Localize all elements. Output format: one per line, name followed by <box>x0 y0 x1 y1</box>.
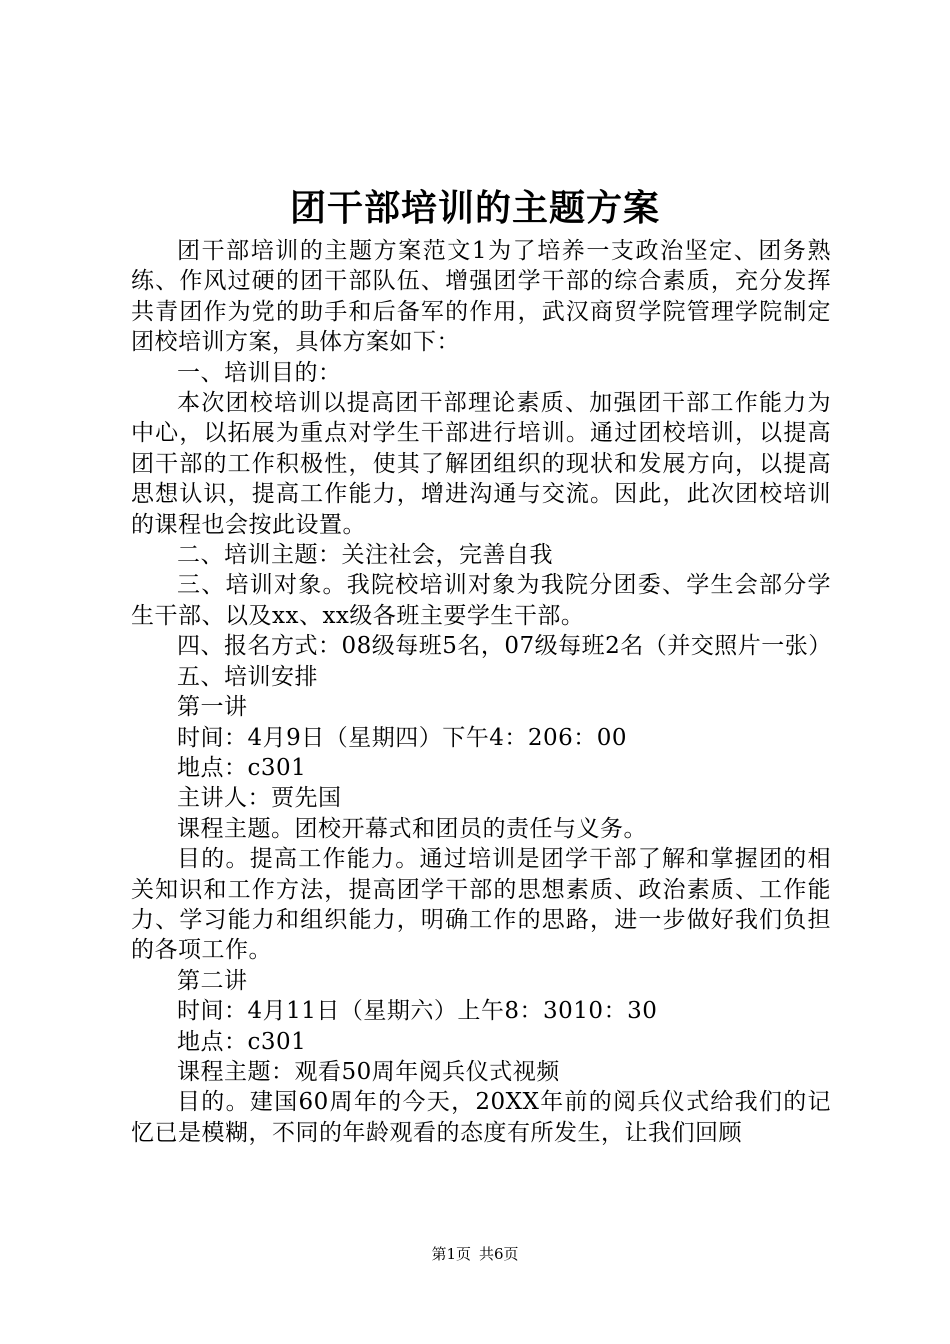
paragraph-heading-schedule: 五、培训安排 <box>177 663 318 690</box>
paragraph-heading-purpose: 一、培训目的： <box>177 359 342 386</box>
lecture-2-time: 时间：4月11日（星期六）上午8：3010：30 <box>177 998 658 1025</box>
lecture-1-heading: 第一讲 <box>177 694 248 721</box>
paragraph-registration: 四、报名方式：08级每班5名，07级每班2名（并交照片一张） <box>177 633 832 660</box>
lecture-1-location: 地点：c301 <box>177 754 307 781</box>
lecture-1-speaker: 主讲人：贾先国 <box>177 785 342 812</box>
page-number: 第1页 <box>431 1245 471 1263</box>
lecture-2-heading: 第二讲 <box>177 967 248 994</box>
lecture-1-time: 时间：4月9日（星期四）下午4：206：00 <box>177 724 628 751</box>
page-footer <box>0 1244 950 1264</box>
lecture-2-topic: 课程主题：观看50周年阅兵仪式视频 <box>177 1058 560 1085</box>
paragraph-purpose: 本次团校培训以提高团干部理论素质、加强团干部工作能力为中心，以拓展为重点对学生干部进行培训。通过团校培训，以提高团干部的工作积极性，使其了解团组织的现状和发展方向，以提高思想认识，提高工作能力，增进沟通与交流。因此，此次团校培训的课程也会按此设置。 <box>131 390 831 538</box>
paragraph-intro: 团干部培训的主题方案范文1为了培养一支政治坚定、团务熟练、作风过硬的团干部队伍、增强团学干部的综合素质，充分发挥共青团作为党的助手和后备军的作用，武汉商贸学院管理学院制定团校培训方案，具体方案如下： <box>131 238 831 356</box>
page-total: 共6页 <box>479 1245 519 1263</box>
lecture-1-goal: 目的。提高工作能力。通过培训是团学干部了解和掌握团的相关知识和工作方法，提高团学干部的思想素质、政治素质、工作能力、学习能力和组织能力，明确工作的思路，进一步做好我们负担的各项工作。 <box>131 846 831 964</box>
document-body <box>131 236 831 1148</box>
lecture-1-topic: 课程主题。团校开幕式和团员的责任与义务。 <box>177 815 647 842</box>
lecture-2-goal: 目的。建国60周年的今天，20XX年前的阅兵仪式给我们的记忆已是模糊，不同的年龄观看的态度有所发生，让我们回顾 <box>131 1089 831 1146</box>
document-title: 团干部培训的主题方案 <box>289 187 660 229</box>
paragraph-theme: 二、培训主题：关注社会，完善自我 <box>177 542 553 569</box>
paragraph-audience: 三、培训对象。我院校培训对象为我院分团委、学生会部分学生干部、以及xx、xx级各班主要学生干部。 <box>131 572 831 629</box>
lecture-2-location: 地点：c301 <box>177 1028 307 1055</box>
